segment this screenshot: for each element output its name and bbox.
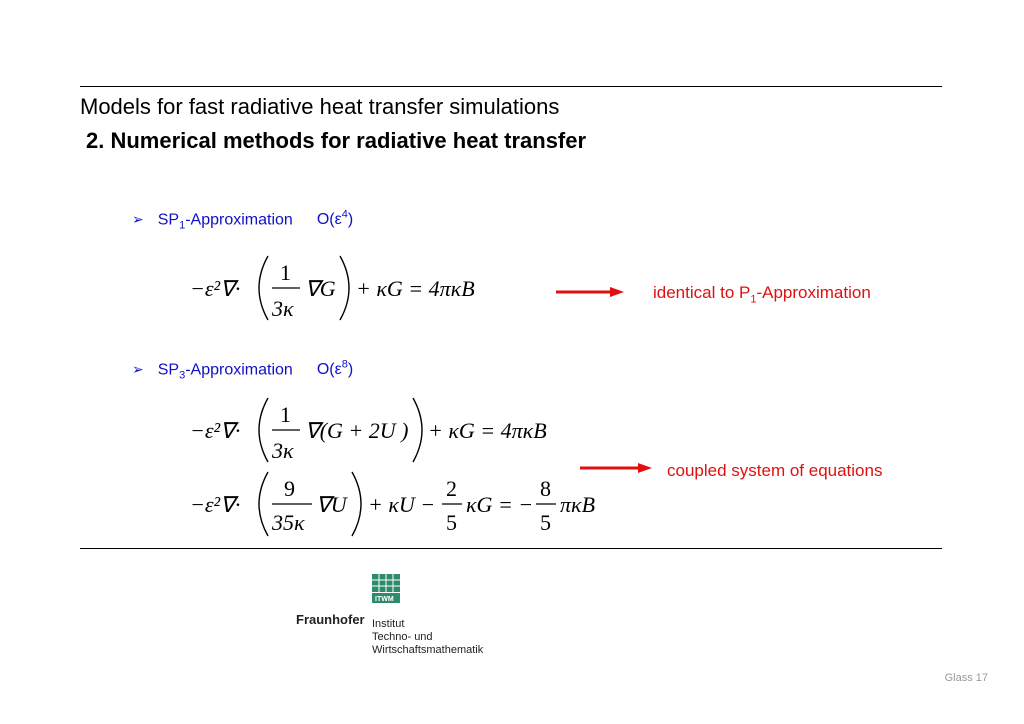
order-label: $O(\varepsilon^8)$ [316, 359, 354, 379]
svg-text:3κ: 3κ [272, 296, 294, 321]
svg-text:5: 5 [540, 510, 551, 535]
arrow-right-icon [556, 287, 624, 297]
eq1-lhs: −ε²∇· [190, 276, 241, 301]
page-number: Glass 17 [944, 672, 988, 684]
bullet-sp3: ➢ $SP_3$-Approximation $O(\varepsilon^8)$ [132, 359, 354, 382]
svg-text:∇U: ∇U [316, 492, 347, 517]
svg-text:+ κU −: + κU − [368, 492, 436, 517]
logo-institute: Institut Techno- und Wirtschaftsmathematik [372, 618, 484, 656]
logo-brand: Fraunhofer [296, 612, 365, 627]
svg-text:∇(G + 2U ): ∇(G + 2U ) [305, 418, 409, 443]
bullet-arrow-icon: ➢ [132, 211, 144, 228]
svg-text:+ κG = 4πκB: + κG = 4πκB [356, 276, 475, 301]
svg-text:35κ: 35κ [272, 510, 305, 535]
arrow-right-icon [580, 463, 652, 473]
svg-text:ITWM: ITWM [375, 596, 394, 603]
svg-text:∇G: ∇G [305, 276, 336, 301]
svg-text:9: 9 [284, 476, 295, 501]
svg-text:−ε²∇·: −ε²∇· [190, 492, 241, 517]
svg-text:8: 8 [540, 476, 551, 501]
bottom-rule [80, 548, 942, 549]
svg-text:κG = −: κG = − [466, 492, 534, 517]
bullet-sp1: ➢ $SP_1$-Approximation $O(\varepsilon^4)$ [132, 209, 354, 232]
svg-text:1: 1 [280, 260, 291, 285]
svg-text:3κ: 3κ [272, 438, 294, 463]
svg-text:1: 1 [280, 402, 291, 427]
svg-text:−ε²∇·: −ε²∇· [190, 418, 241, 443]
svg-text:+ κG = 4πκB: + κG = 4πκB [428, 418, 547, 443]
equation-sp1 [190, 256, 475, 321]
equation-sp3-a [190, 398, 547, 463]
section-heading: 2. Numerical methods for radiative heat transfer [86, 128, 587, 153]
note-coupled: coupled system of equations [667, 461, 883, 480]
svg-text:5: 5 [446, 510, 457, 535]
fraunhofer-logo [296, 574, 516, 664]
order-label: $O(\varepsilon^4)$ [316, 209, 354, 229]
svg-text:2: 2 [446, 476, 457, 501]
bullet-arrow-icon: ➢ [132, 361, 144, 378]
svg-text:πκB: πκB [560, 492, 596, 517]
page-title: Models for fast radiative heat transfer simulations [80, 94, 560, 119]
equation-sp3-b [190, 472, 595, 536]
note-identical: identical to $P_1$-Approximation [653, 283, 871, 306]
